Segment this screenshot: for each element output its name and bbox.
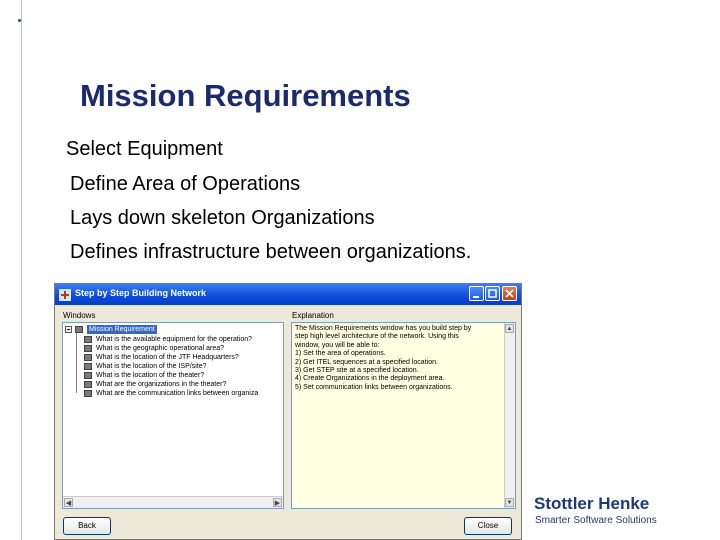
- close-button[interactable]: Close: [464, 517, 512, 535]
- explanation-line: window, you will be able to:: [295, 341, 380, 349]
- tree-item-label: What is the available equipment for the operation?: [96, 336, 253, 343]
- bullet-item: Lays down skeleton Organizations: [70, 207, 375, 229]
- node-icon: [75, 326, 83, 333]
- node-icon: [84, 372, 92, 379]
- bullet-item: Defines infrastructure between organizations.: [70, 241, 472, 263]
- app-icon: [59, 288, 71, 300]
- explanation-label: Explanation: [292, 311, 334, 320]
- tree-horizontal-scrollbar[interactable]: [63, 496, 283, 508]
- dialog-title: Step by Step Building Network: [75, 288, 207, 298]
- explanation-line: 3) Get STEP site at a specified location.: [295, 367, 419, 375]
- explanation-line: 5) Set communication links between organizations.: [295, 383, 453, 391]
- tree-item[interactable]: [63, 371, 283, 380]
- collapse-icon[interactable]: [65, 326, 72, 333]
- tree-item-label: Mission Requirement: [89, 326, 155, 333]
- explanation-line: The Mission Requirements window has you build step by: [295, 325, 472, 332]
- windows-label: Windows: [63, 311, 96, 320]
- slide-left-rule: [21, 0, 22, 540]
- scroll-left-icon[interactable]: ◀: [65, 500, 72, 507]
- tree-item[interactable]: [63, 344, 283, 353]
- tree-item-label: What is the location of the ISP/site?: [96, 363, 207, 370]
- explanation-line: 1) Set the area of operations.: [295, 350, 386, 358]
- minimize-button[interactable]: [469, 286, 484, 301]
- explanation-line: 4) Create Organizations in the deployment area.: [295, 375, 445, 383]
- node-icon: [84, 345, 92, 352]
- node-icon: [84, 381, 92, 388]
- tree-item-label: What is the location of the JTF Headquarters?: [96, 354, 239, 361]
- node-icon: [84, 336, 92, 343]
- slide-corner-dot: [18, 19, 21, 22]
- tree-item-label: What are the communication links between organiza: [96, 390, 259, 397]
- company-logo: Stottler Henke: [534, 494, 650, 513]
- step-by-step-dialog: [54, 283, 522, 540]
- bullet-item: Define Area of Operations: [70, 173, 301, 195]
- slide-title: Mission Requirements: [80, 78, 411, 113]
- explanation-vertical-scrollbar[interactable]: [504, 323, 515, 508]
- tree-item[interactable]: [63, 380, 283, 389]
- bullet-item: Select Equipment: [66, 138, 223, 160]
- tree-item-label: What are the organizations in the theater?: [96, 381, 227, 388]
- tree-item[interactable]: [63, 389, 283, 398]
- dialog-titlebar[interactable]: [55, 284, 521, 305]
- explanation-panel: [291, 322, 516, 509]
- scroll-down-icon[interactable]: ▼: [506, 500, 513, 506]
- node-icon: [84, 363, 92, 370]
- explanation-line: step high level architecture of the network. Using this: [295, 333, 459, 341]
- scroll-right-icon[interactable]: ▶: [274, 500, 281, 507]
- tree-item[interactable]: [63, 335, 283, 344]
- node-icon: [84, 390, 92, 397]
- node-icon: [84, 354, 92, 361]
- tree-item-label: What is the location of the theater?: [96, 372, 205, 379]
- explanation-line: 2) Get ITEL sequences at a specified location.: [295, 358, 438, 366]
- windows-tree[interactable]: [62, 322, 284, 509]
- close-window-button[interactable]: [502, 286, 517, 301]
- tree-item-mission-requirement[interactable]: [63, 325, 283, 334]
- tree-item[interactable]: [63, 362, 283, 371]
- maximize-button[interactable]: [485, 286, 500, 301]
- tree-item[interactable]: [63, 353, 283, 362]
- scroll-up-icon[interactable]: ▲: [506, 326, 513, 332]
- tree-item-label: What is the geographic operational area?: [96, 345, 225, 352]
- back-button[interactable]: Back: [63, 517, 111, 535]
- company-tagline: Smarter Software Solutions: [535, 515, 657, 526]
